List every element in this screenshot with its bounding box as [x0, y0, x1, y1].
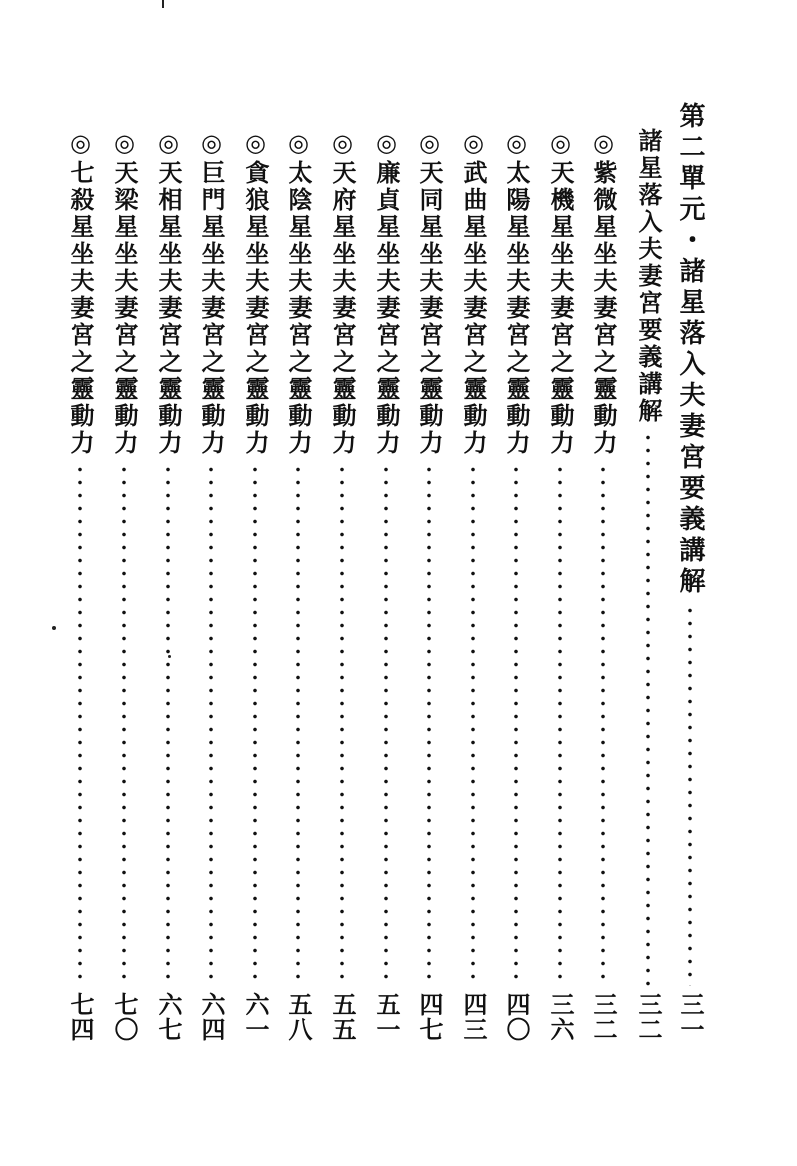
- page-number: 五一: [372, 992, 401, 1042]
- dot-leader: [339, 463, 345, 986]
- dot-leader: [77, 463, 83, 986]
- toc-entry-tanlang[interactable]: [238, 102, 272, 1048]
- dot-leader: [208, 463, 214, 986]
- dot-leader: [470, 463, 476, 986]
- entry-title: ◎天府星坐夫妻宮之靈動力: [328, 128, 357, 457]
- page-number: 三一: [676, 992, 705, 1042]
- entry-title: ◎武曲星坐夫妻宮之靈動力: [459, 128, 488, 457]
- dot-leader: [426, 463, 432, 986]
- toc-entry-wuqu[interactable]: [456, 102, 490, 1048]
- page-number: 七四: [66, 992, 95, 1042]
- page-number: 六四: [197, 992, 226, 1042]
- entry-title: ◎廉貞星坐夫妻宮之靈動力: [372, 128, 401, 457]
- toc-entry-tianfu[interactable]: [325, 102, 359, 1048]
- unit-title: 第二單元・諸星落入夫妻宮要義講解: [675, 102, 705, 598]
- stray-mark-top: [162, 0, 164, 8]
- page-number: 六一: [241, 992, 270, 1042]
- entry-title: ◎太陰星坐夫妻宮之靈動力: [284, 128, 313, 457]
- dot-leader: [687, 604, 693, 986]
- toc-entry-unit-2[interactable]: [673, 102, 707, 1048]
- dot-leader: [645, 431, 651, 986]
- page-number: 三二: [634, 992, 663, 1042]
- toc-entry-lianzhen[interactable]: [369, 102, 403, 1048]
- dot-leader: [165, 463, 171, 986]
- entry-title: ◎天機星坐夫妻宮之靈動力: [546, 128, 575, 457]
- toc-entry-taiyin[interactable]: [281, 102, 315, 1048]
- toc-entry-jumen[interactable]: [194, 102, 228, 1048]
- page-number: 三六: [546, 992, 575, 1042]
- dot-leader: [295, 463, 301, 986]
- dot-leader: [557, 463, 563, 986]
- entry-title: ◎太陽星坐夫妻宮之靈動力: [502, 128, 531, 457]
- entry-title: ◎天梁星坐夫妻宮之靈動力: [110, 128, 139, 457]
- toc-entry-taiyang[interactable]: [499, 102, 533, 1048]
- page-number: 五五: [328, 992, 357, 1042]
- toc-entry-tiantong[interactable]: [412, 102, 446, 1048]
- page-number: 四三: [459, 992, 488, 1042]
- dot-leader: [252, 463, 258, 986]
- page-number: 五八: [284, 992, 313, 1042]
- page-number: 四〇: [502, 992, 531, 1042]
- toc-entry-tianxiang[interactable]: [151, 102, 185, 1048]
- entry-title: ◎七殺星坐夫妻宮之靈動力: [66, 128, 95, 457]
- toc-entry-overview[interactable]: [631, 102, 665, 1048]
- stray-mark-left: [52, 626, 56, 630]
- toc-entry-ziwei[interactable]: [586, 102, 620, 1048]
- dot-leader: [383, 463, 389, 986]
- page-number: 四七: [415, 992, 444, 1042]
- entry-title: ◎巨門星坐夫妻宮之靈動力: [197, 128, 226, 457]
- toc-entry-tianliang[interactable]: [107, 102, 141, 1048]
- dot-leader: [513, 463, 519, 986]
- entry-title: ◎天相星坐夫妻宮之靈動力: [154, 128, 183, 457]
- dot-leader: [600, 463, 606, 986]
- toc-entry-tianji[interactable]: [543, 102, 577, 1048]
- entry-title: ◎天同星坐夫妻宮之靈動力: [415, 128, 444, 457]
- page-number: 六七: [154, 992, 183, 1042]
- entry-title: 諸星落入夫妻宮要義講解: [634, 128, 663, 425]
- entry-title: ◎貪狼星坐夫妻宮之靈動力: [241, 128, 270, 457]
- entry-title: ◎紫微星坐夫妻宮之靈動力: [589, 128, 618, 457]
- toc-entry-qisha[interactable]: [63, 102, 97, 1048]
- page-number: 七〇: [110, 992, 139, 1042]
- dot-leader: [121, 463, 127, 986]
- page-number: 三二: [589, 992, 618, 1042]
